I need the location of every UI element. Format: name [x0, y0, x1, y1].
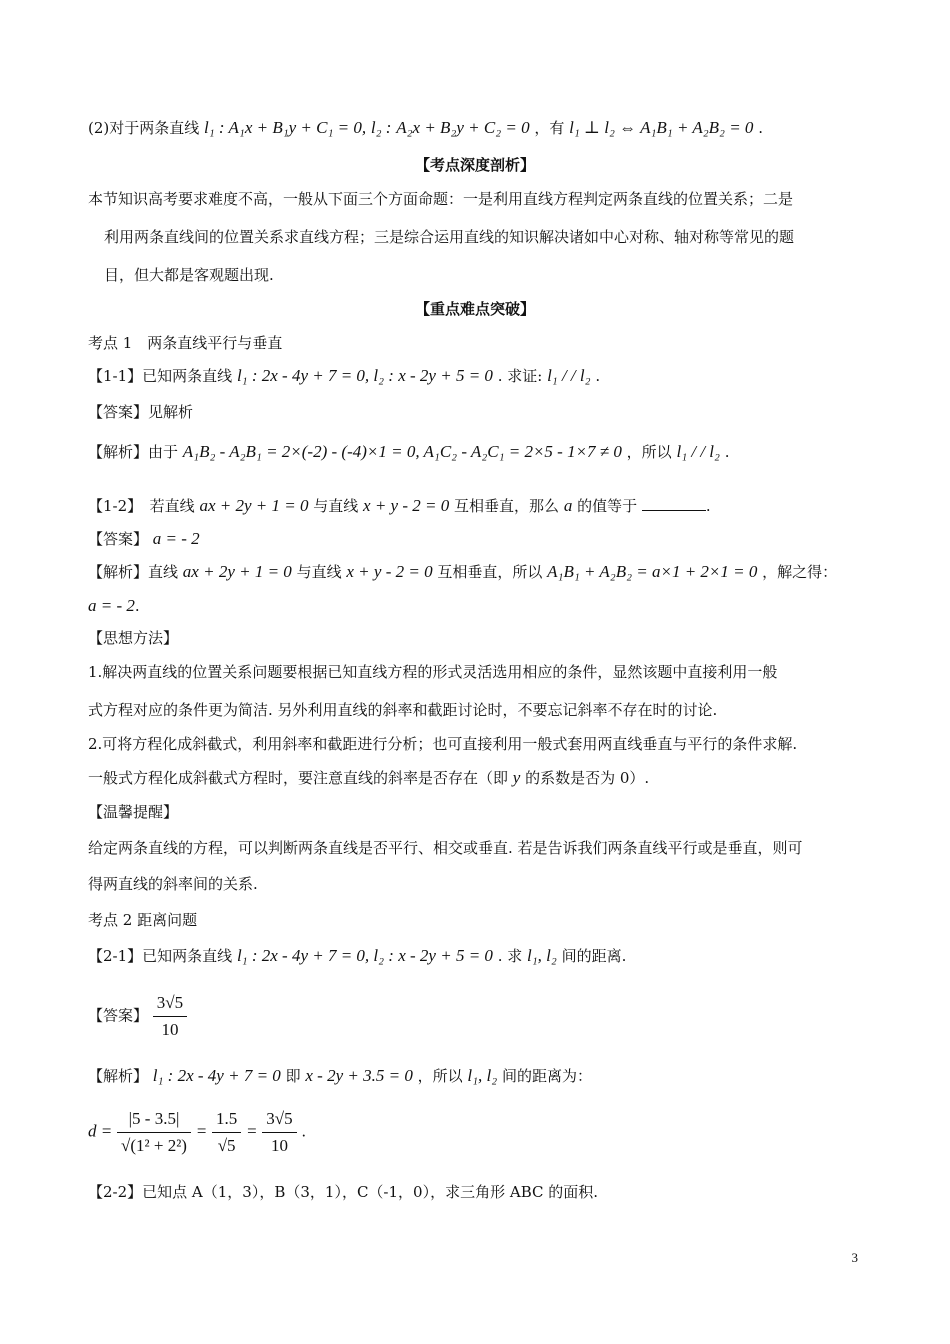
- equation: l₁ : 2x - 4y + 7 = 0, l₂ : x - 2y + 5 = 0: [236, 946, 493, 965]
- text: 【解析】: [88, 1067, 149, 1085]
- method-heading: 【思想方法】: [88, 629, 179, 647]
- equation: ax + 2y + 1 = 0: [182, 562, 292, 581]
- text: .: [134, 597, 140, 615]
- text: ，所以: [626, 443, 672, 461]
- paragraph-line: 本节知识高考要求难度不高，一般从下面三个方面命题：一是利用直线方程判定两条直线的位置关系；二是: [88, 190, 794, 208]
- equation: l₁ : A₁x + B₁y + C₁ = 0,: [204, 118, 367, 137]
- text: 互相垂直，那么: [454, 497, 560, 515]
- variable: l₁, l₂: [527, 946, 557, 965]
- equation: x - 2y + 3.5 = 0: [305, 1066, 413, 1085]
- fraction: [212, 1106, 241, 1159]
- text: .: [595, 367, 601, 385]
- equation: l₁ ⊥ l₂ ⇔ A₁B₁ + A₂B₂ = 0: [569, 118, 754, 137]
- equation: d =: [88, 1121, 113, 1141]
- text: . 求: [497, 947, 523, 965]
- text: 【2-1】已知两条直线: [88, 947, 233, 965]
- paragraph-line: 式方程对应的条件更为简洁. 另外利用直线的斜率和截距讨论时，不要忘记斜率不存在时的讨论.: [88, 701, 718, 719]
- page-number: 3: [851, 1250, 858, 1265]
- fraction: [117, 1106, 191, 1159]
- text: 【答案】: [88, 1006, 149, 1025]
- text: 互相垂直，所以: [437, 563, 543, 581]
- equation: x + y - 2 = 0: [363, 496, 450, 515]
- denominator: √5: [217, 1136, 236, 1155]
- equation: l₁ : 2x - 4y + 7 = 0, l₂ : x - 2y + 5 = 0: [236, 366, 493, 385]
- condition-line: [88, 116, 890, 140]
- answer-blank: [642, 496, 706, 511]
- text: .: [758, 119, 763, 137]
- text: . 求证:: [497, 367, 543, 385]
- paragraph-line: 目，但大都是客观题出现.: [104, 266, 274, 284]
- equation: A₂x + B₂y + C₂ = 0: [396, 118, 530, 137]
- text: 即: [285, 1067, 301, 1085]
- denominator: 10: [270, 1136, 288, 1155]
- equation: x + y - 2 = 0: [346, 562, 433, 581]
- denominator: √(1² + 2²): [121, 1136, 187, 1155]
- solution-1-2-cont: [88, 594, 890, 618]
- solution-2-1: [88, 1064, 890, 1088]
- section-heading: 【重点难点突破】: [414, 300, 535, 318]
- text: .: [705, 497, 711, 515]
- fraction: [262, 1106, 296, 1159]
- paragraph-line: 1.解决两直线的位置关系问题要根据已知直线方程的形式灵活选用相应的条件，显然该题中直接利用一般: [88, 663, 778, 681]
- distance-formula: [88, 1106, 890, 1159]
- equation: l₂ :: [370, 118, 392, 137]
- text: ，解之得：: [762, 563, 838, 581]
- paragraph-line: 2.可将方程化成斜截式，利用斜率和截距进行分析；也可直接利用一般式套用两直线垂直与平行的条件求解.: [88, 735, 798, 753]
- paragraph-line: 得两直线的斜率间的关系.: [88, 875, 258, 893]
- text: 间的距离.: [561, 947, 627, 965]
- question-1-1: [88, 364, 890, 388]
- text: 【1-2】 若直线: [88, 497, 195, 515]
- equation: A₁B₁ + A₂B₂ = a×1 + 2×1 = 0: [547, 562, 758, 581]
- solution-1-1: [88, 440, 890, 464]
- topic-heading: 考点 2 距离问题: [88, 911, 198, 929]
- text: 【1-1】已知两条直线: [88, 367, 233, 385]
- equation: l₁ / / l₂: [547, 366, 591, 385]
- text: .: [724, 443, 730, 461]
- text: 的系数是否为 0）.: [525, 769, 650, 787]
- section-heading: 【考点深度剖析】: [414, 156, 535, 174]
- text: 一般式方程化成斜截式方程时，要注意直线的斜率是否存在（即: [88, 769, 509, 787]
- text: 【答案】: [88, 530, 149, 548]
- equals: =: [246, 1121, 258, 1141]
- paragraph-line: 给定两条直线的方程，可以判断两条直线是否平行、相交或垂直. 若是告诉我们两条直线平行或是垂直，则可: [88, 839, 803, 857]
- paragraph-line: [88, 766, 890, 790]
- paragraph-line: 利用两条直线间的位置关系求直线方程；三是综合运用直线的知识解决诸如中心对称、轴对称等常见的题: [104, 228, 795, 246]
- numerator: 3√5: [153, 990, 187, 1017]
- question-2-2: 【2-2】已知点 A（1，3），B（3，1），C（-1，0），求三角形 ABC 的面积.: [88, 1183, 599, 1201]
- text: 与直线: [313, 497, 359, 515]
- text: 【解析】直线: [88, 563, 179, 581]
- text: ，有: [534, 119, 565, 137]
- numerator: 3√5: [262, 1106, 296, 1133]
- answer-2-1: [88, 990, 890, 1043]
- solution-1-2: [88, 560, 890, 584]
- variable: a: [563, 496, 573, 515]
- equation: a = - 2: [88, 596, 135, 615]
- fraction: [153, 990, 187, 1043]
- question-2-1: [88, 944, 890, 968]
- text: 间的距离为：: [501, 1067, 592, 1085]
- equation: l₁ / / l₂: [676, 442, 720, 461]
- denominator: 10: [161, 1020, 179, 1039]
- text: 【解析】由于: [88, 443, 179, 461]
- topic-heading: 考点 1 两条直线平行与垂直: [88, 334, 283, 352]
- reminder-heading: 【温馨提醒】: [88, 803, 179, 821]
- numerator: |5 - 3.5|: [117, 1106, 191, 1133]
- variable: y: [512, 768, 521, 787]
- numerator: 1.5: [212, 1106, 241, 1133]
- text: (2)对于两条直线: [88, 119, 200, 137]
- question-1-2: [88, 494, 890, 518]
- equation: A₁B₂ - A₂B₁ = 2×(-2) - (-4)×1 = 0, A₁C₂ - A₂C₁ = 2×5 - 1×7 ≠ 0: [182, 442, 622, 461]
- answer-1-2: [88, 527, 890, 551]
- text: 与直线: [296, 563, 342, 581]
- variable: l₁, l₂: [467, 1066, 498, 1085]
- equation: l₁ : 2x - 4y + 7 = 0: [152, 1066, 281, 1085]
- equation: a = - 2: [152, 529, 200, 548]
- text: 的值等于: [577, 497, 638, 515]
- equation: ax + 2y + 1 = 0: [199, 496, 309, 515]
- text: .: [301, 1122, 307, 1141]
- text: ，所以: [417, 1067, 463, 1085]
- equals: =: [195, 1121, 208, 1141]
- answer-1-1: 【答案】见解析: [88, 403, 194, 421]
